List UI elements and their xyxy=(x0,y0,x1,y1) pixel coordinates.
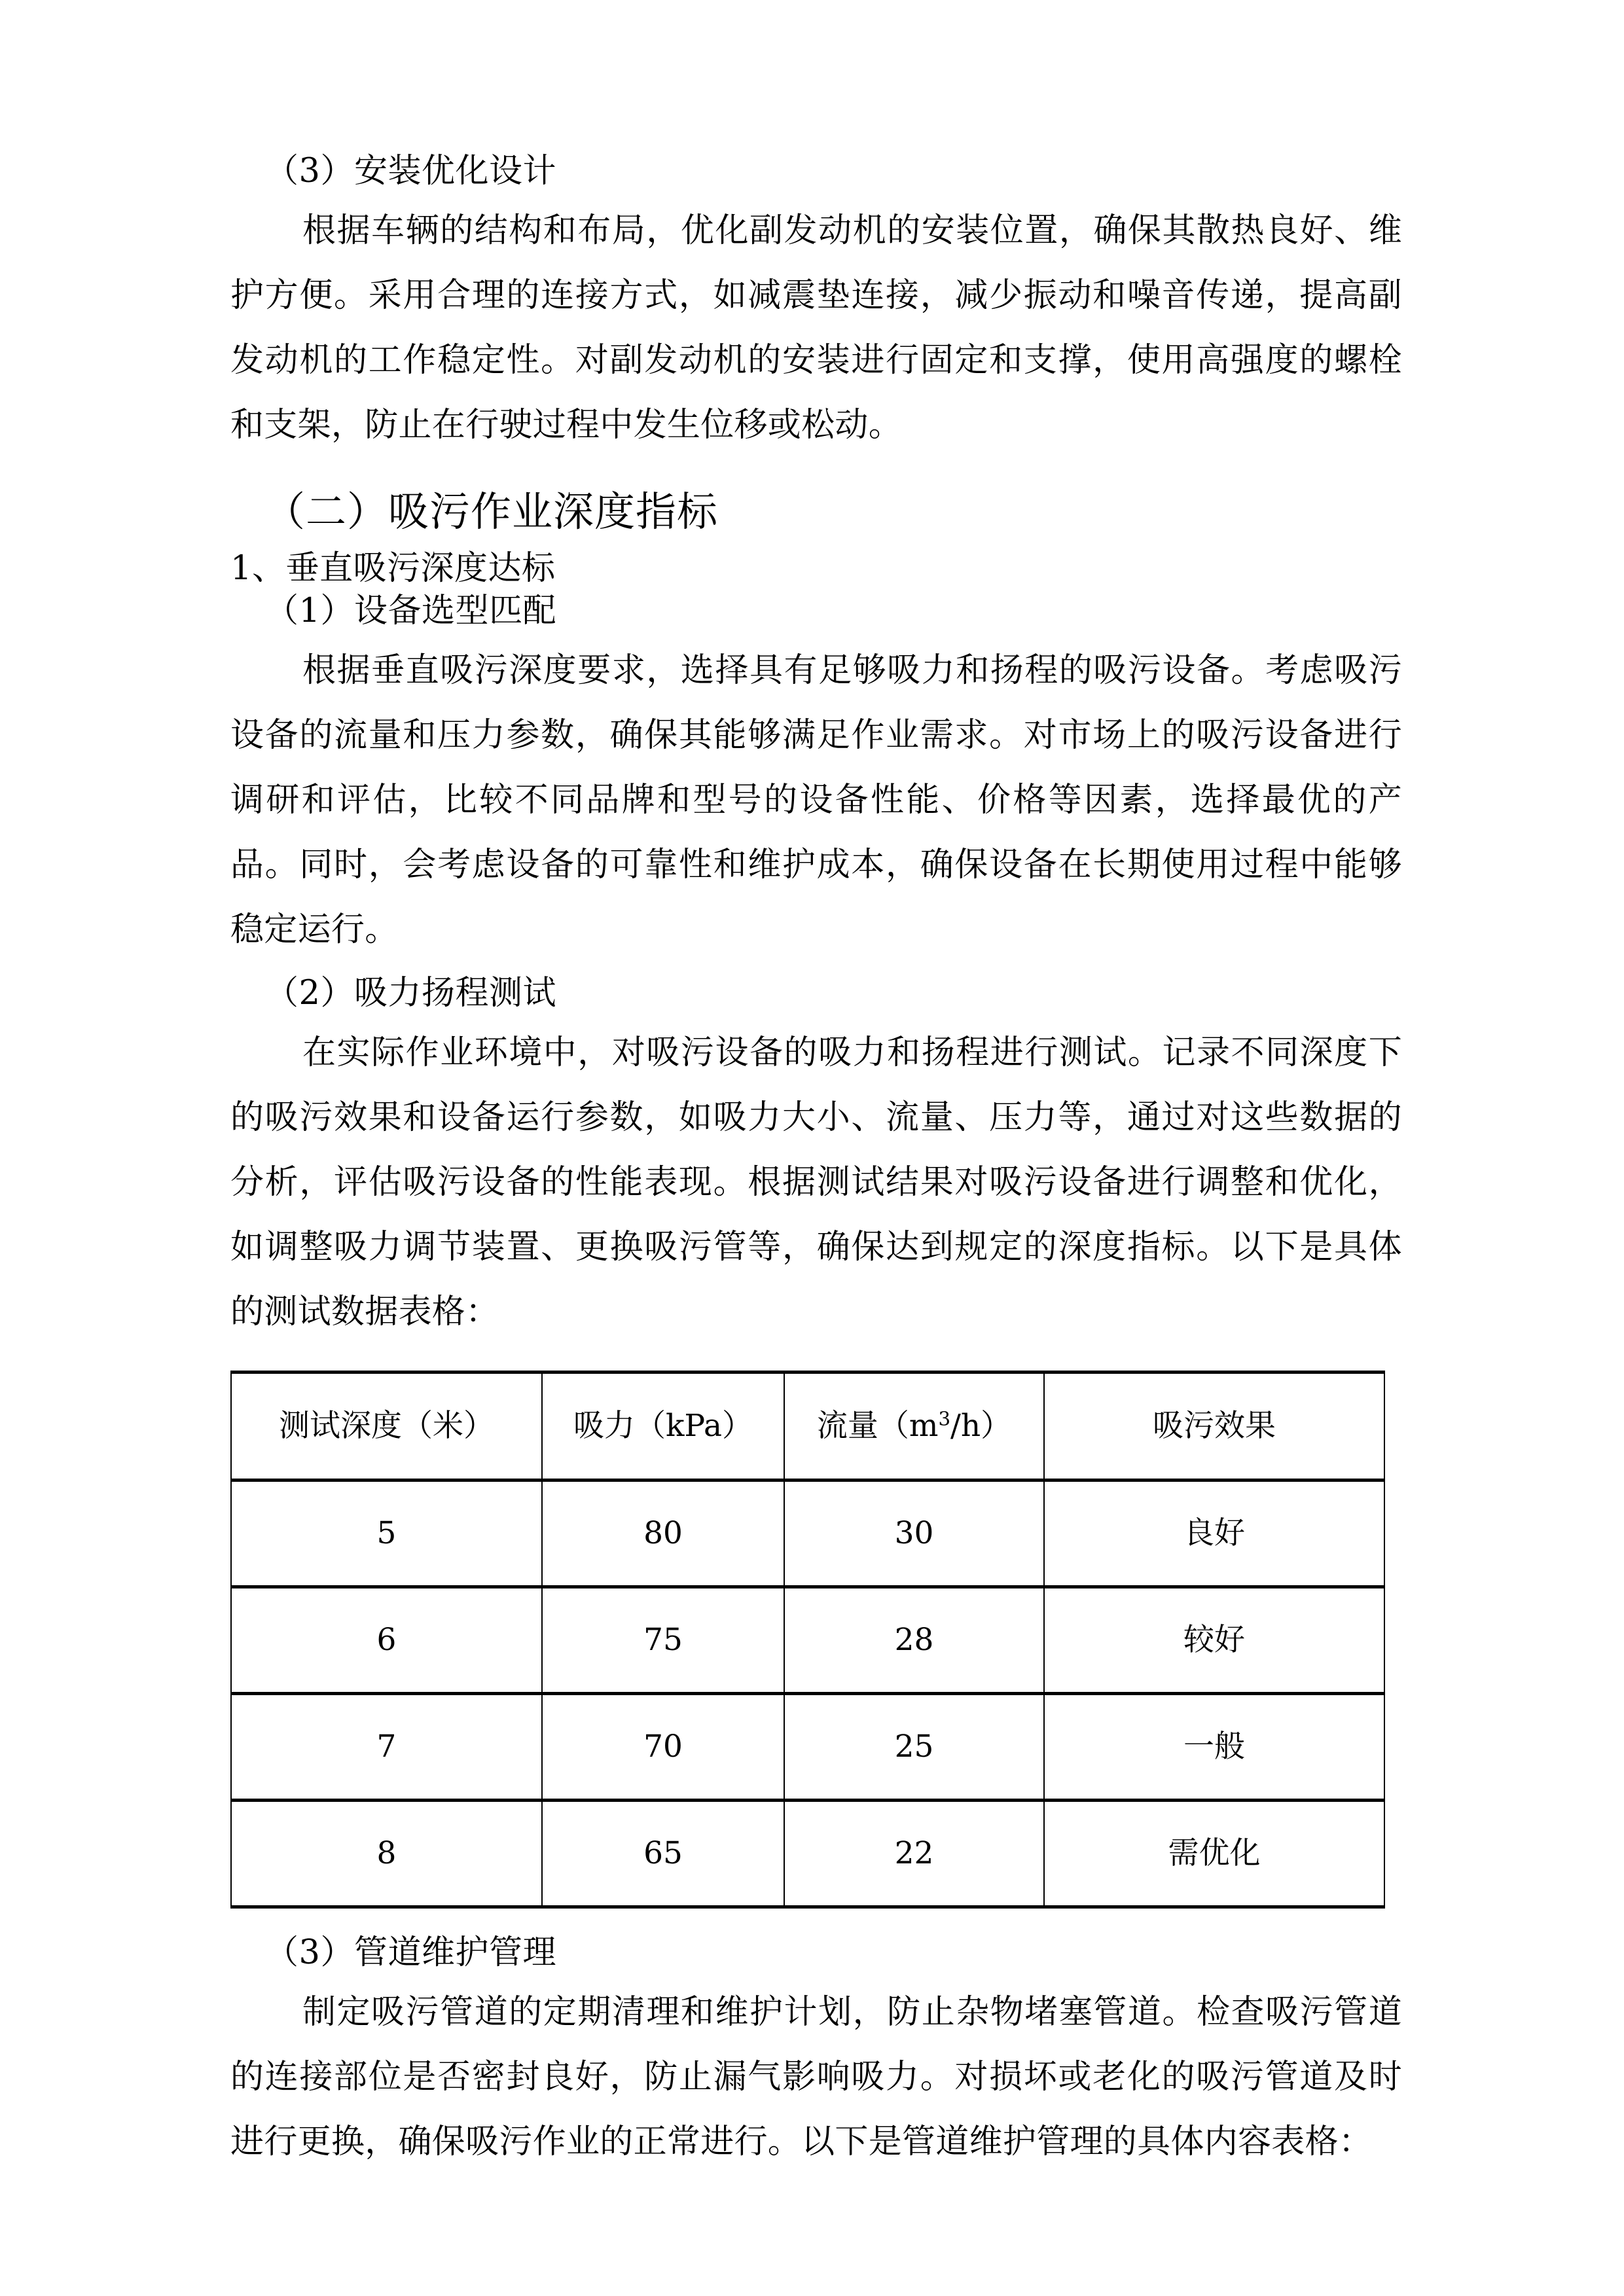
table-header-flow xyxy=(784,1372,1044,1480)
table-row xyxy=(231,1587,1384,1694)
page-content xyxy=(230,154,1402,2174)
cell-effect: 良好 xyxy=(1044,1480,1384,1587)
table-row xyxy=(231,1480,1384,1587)
table-header-flow-superscript: 3 xyxy=(938,1407,950,1430)
heading-pipeline-maintenance: （3）管道维护管理 xyxy=(265,1933,556,1972)
spacer xyxy=(230,1909,1402,1936)
heading-installation-optimization: （3）安装优化设计 xyxy=(265,152,556,190)
cell-depth: 7 xyxy=(231,1694,542,1801)
table-header-row xyxy=(231,1372,1384,1480)
table-header-effect: 吸污效果 xyxy=(1044,1372,1384,1480)
paragraph-pipeline-maintenance: 制定吸污管道的定期清理和维护计划，防止杂物堵塞管道。检查吸污管道的连接部位是否密封良好，防止漏气影响吸力。对损坏或老化的吸污管道及时进行更换，确保吸污作业的正常进行。以下是管道维护管理的具体内容表格： xyxy=(230,1993,1402,2161)
paragraph-installation-optimization: 根据车辆的结构和布局，优化副发动机的安装位置，确保其散热良好、维护方便。采用合理的连接方式，如减震垫连接，减少振动和噪音传递，提高副发动机的工作稳定性。对副发动机的安装进行固定和支撑，使用高强度的螺栓和支架，防止在行驶过程中发生位移或松动。 xyxy=(230,211,1402,444)
table-row xyxy=(231,1801,1384,1907)
table-header-depth: 测试深度（米） xyxy=(231,1372,542,1480)
cell-effect: 一般 xyxy=(1044,1694,1384,1801)
cell-suction: 65 xyxy=(542,1801,784,1907)
test-data-table xyxy=(230,1371,1385,1909)
paragraph-suction-head-test: 在实际作业环境中，对吸污设备的吸力和扬程进行测试。记录不同深度下的吸污效果和设备运行参数，如吸力大小、流量、压力等，通过对这些数据的分析，评估吸污设备的性能表现。根据测试结果对吸污设备进行调整和优化，如调整吸力调节装置、更换吸污管等，确保达到规定的深度指标。以下是具体的测试数据表格： xyxy=(230,1033,1402,1331)
spacer xyxy=(230,457,1402,492)
cell-suction: 80 xyxy=(542,1480,784,1587)
heading-vertical-depth-compliance: 1、垂直吸污深度达标 xyxy=(230,549,556,588)
cell-flow: 25 xyxy=(784,1694,1044,1801)
spacer xyxy=(230,1344,1402,1371)
cell-effect: 需优化 xyxy=(1044,1801,1384,1907)
cell-suction: 70 xyxy=(542,1694,784,1801)
heading-suction-head-test: （2）吸力扬程测试 xyxy=(265,974,556,1013)
heading-section-two: （二）吸污作业深度指标 xyxy=(264,488,719,535)
cell-suction: 75 xyxy=(542,1587,784,1694)
table-header-flow-suffix: /h） xyxy=(950,1408,1012,1444)
table-header-flow-prefix: 流量（m xyxy=(816,1408,939,1444)
cell-depth: 5 xyxy=(231,1480,542,1587)
table-row xyxy=(231,1694,1384,1801)
paragraph-equipment-selection: 根据垂直吸污深度要求，选择具有足够吸力和扬程的吸污设备。考虑吸污设备的流量和压力参数，确保其能够满足作业需求。对市场上的吸污设备进行调研和评估，比较不同品牌和型号的设备性能、价格等因素，选择最优的产品。同时，会考虑设备的可靠性和维护成本，确保设备在长期使用过程中能够稳定运行。 xyxy=(230,651,1402,949)
cell-flow: 28 xyxy=(784,1587,1044,1694)
cell-depth: 6 xyxy=(231,1587,542,1694)
heading-equipment-selection: （1）设备选型匹配 xyxy=(265,592,556,630)
cell-depth: 8 xyxy=(231,1801,542,1907)
cell-flow: 30 xyxy=(784,1480,1044,1587)
table-header-suction: 吸力（kPa） xyxy=(542,1372,784,1480)
cell-effect: 较好 xyxy=(1044,1587,1384,1694)
cell-flow: 22 xyxy=(784,1801,1044,1907)
